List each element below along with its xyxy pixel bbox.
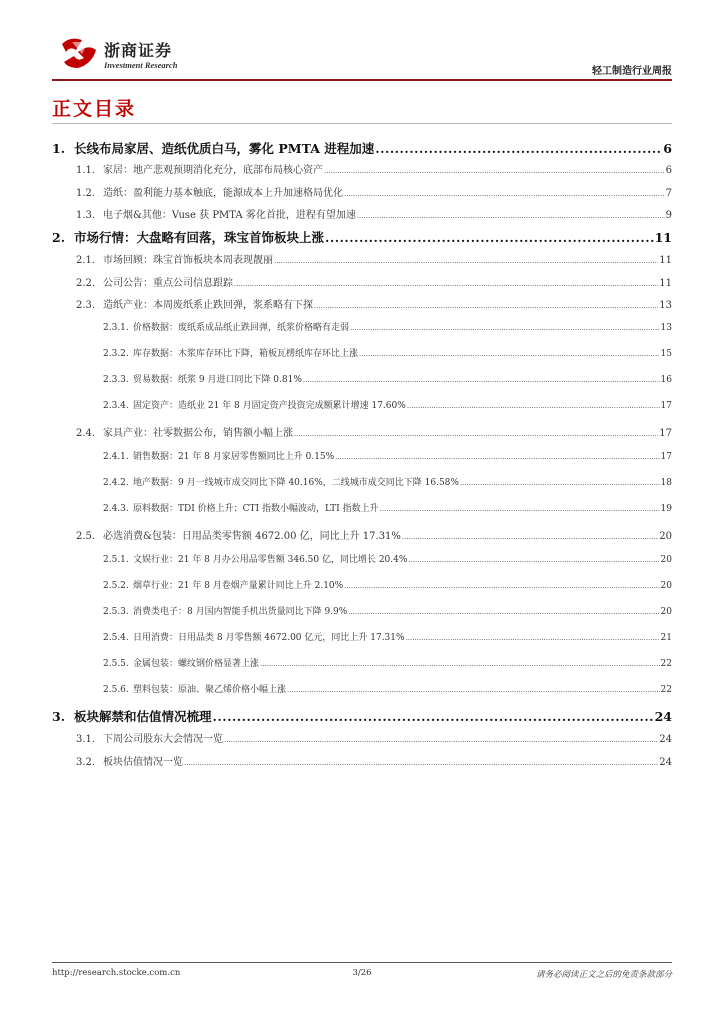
toc-entry[interactable]: 2.5.1. 文娱行业：21 年 8 月办公用品零售额 346.50 亿，同比增长 20.4% ..... 20 bbox=[103, 552, 672, 565]
toc-title: 正文目录 bbox=[52, 98, 137, 120]
toc-entry[interactable]: 1.2. 造纸：盈利能力基本触底，能源成本上升加速格局优化 ..... 7 bbox=[76, 184, 672, 199]
toc-entry[interactable]: 3.1. 下周公司股东大会情况一览 ..... 24 bbox=[76, 730, 672, 745]
toc-entry[interactable]: 2.3.2. 库存数据：木浆库存环比下降，箱板瓦楞纸库存环比上涨 ..... 15 bbox=[103, 346, 672, 359]
footer-disclaimer: 请务必阅读正文之后的免责条款部分 bbox=[535, 970, 672, 980]
toc-entry[interactable]: 3.2. 板块估值情况一览 ..... 24 bbox=[76, 753, 672, 768]
header-divider bbox=[52, 79, 672, 81]
logo-english-name: Investment Research bbox=[104, 60, 178, 70]
toc-entry[interactable]: 2.3.4. 固定资产：造纸业 21 年 8 月固定资产投资完成额累计增速 17.60% ..... 17 bbox=[103, 398, 672, 411]
toc-entry[interactable]: 2.1. 市场回顾：珠宝首饰板块本周表现靓丽 ..... 11 bbox=[76, 251, 672, 266]
zheshang-logo-icon bbox=[58, 36, 100, 70]
toc-entry[interactable]: 2.5.4. 日用消费：日用品类 8 月零售额 4672.00 亿元，同比上升 17.31% ..... 21 bbox=[103, 630, 672, 643]
report-type: 轻工制造行业周报 bbox=[592, 66, 672, 77]
toc-entry[interactable]: 2.3.1. 价格数据：废纸系成品纸止跌回弹，纸浆价格略有走弱 ..... 13 bbox=[103, 320, 672, 333]
toc-entry[interactable]: 1.1. 家居：地产悲观预期消化充分，底部布局核心资产 ..... 6 bbox=[76, 161, 672, 176]
toc-entry[interactable]: 2.4. 家具产业：社零数据公布，销售额小幅上涨 ..... 17 bbox=[76, 424, 672, 439]
toc-entry[interactable]: 2.5.2. 烟草行业：21 年 8 月卷烟产量累计同比上升 2.10% ..... 20 bbox=[103, 578, 672, 591]
toc-entry[interactable]: 2.5. 必选消费&包装：日用品类零售额 4672.00 亿，同比上升 17.31% ..... 20 bbox=[76, 527, 672, 542]
toc-entry[interactable]: 1. 长线布局家居、造纸优质白马，雾化 PMTA 进程加速 ..... 6 bbox=[52, 139, 672, 157]
logo-chinese-name: 浙商证券 bbox=[104, 41, 173, 60]
page-number: 3/26 bbox=[352, 968, 372, 978]
toc-entry[interactable]: 2.3.3. 贸易数据：纸浆 9 月进口同比下降 0.81% ..... 16 bbox=[103, 372, 672, 385]
footer-divider bbox=[52, 962, 672, 963]
toc-entry[interactable]: 2.4.3. 原料数据：TDI 价格上升；CTI 指数小幅波动，LTI 指数上升 ..... 19 bbox=[103, 501, 672, 514]
toc-entry[interactable]: 2.4.1. 销售数据：21 年 8 月家居零售额同比上升 0.15% ..... 17 bbox=[103, 449, 672, 462]
logo bbox=[58, 36, 178, 76]
toc-entry[interactable]: 3. 板块解禁和估值情况梳理 ..... 24 bbox=[52, 707, 672, 725]
title-divider bbox=[52, 123, 672, 124]
footer-url-link[interactable]: http://research.stocke.com.cn bbox=[52, 968, 181, 978]
toc-entry[interactable]: 2.2. 公司公告：重点公司信息跟踪 ..... 11 bbox=[76, 274, 672, 289]
toc-entry[interactable]: 2.5.3. 消费类电子：8 月国内智能手机出货量同比下降 9.9% ..... 20 bbox=[103, 604, 672, 617]
toc-entry[interactable]: 2.5.6. 塑料包装：原油、聚乙烯价格小幅上涨 ..... 22 bbox=[103, 682, 672, 695]
toc-entry[interactable]: 2.3. 造纸产业：本周废纸系止跌回弹，浆系略有下探 ..... 13 bbox=[76, 296, 672, 311]
toc-entry[interactable]: 1.3. 电子烟&其他：Vuse 获 PMTA 雾化首批，进程有望加速 ..... 9 bbox=[76, 206, 672, 221]
page-header bbox=[52, 34, 672, 82]
toc-entry[interactable]: 2.5.5. 金属包装：螺纹钢价格显著上涨 ..... 22 bbox=[103, 656, 672, 669]
toc-entry[interactable]: 2.4.2. 地产数据：9 月一线城市成交同比下降 40.16%，二线城市成交同比下降 16.58% ..... 18 bbox=[103, 475, 672, 488]
toc-entry[interactable]: 2. 市场行情：大盘略有回落，珠宝首饰板块上涨 ..... 11 bbox=[52, 228, 672, 246]
